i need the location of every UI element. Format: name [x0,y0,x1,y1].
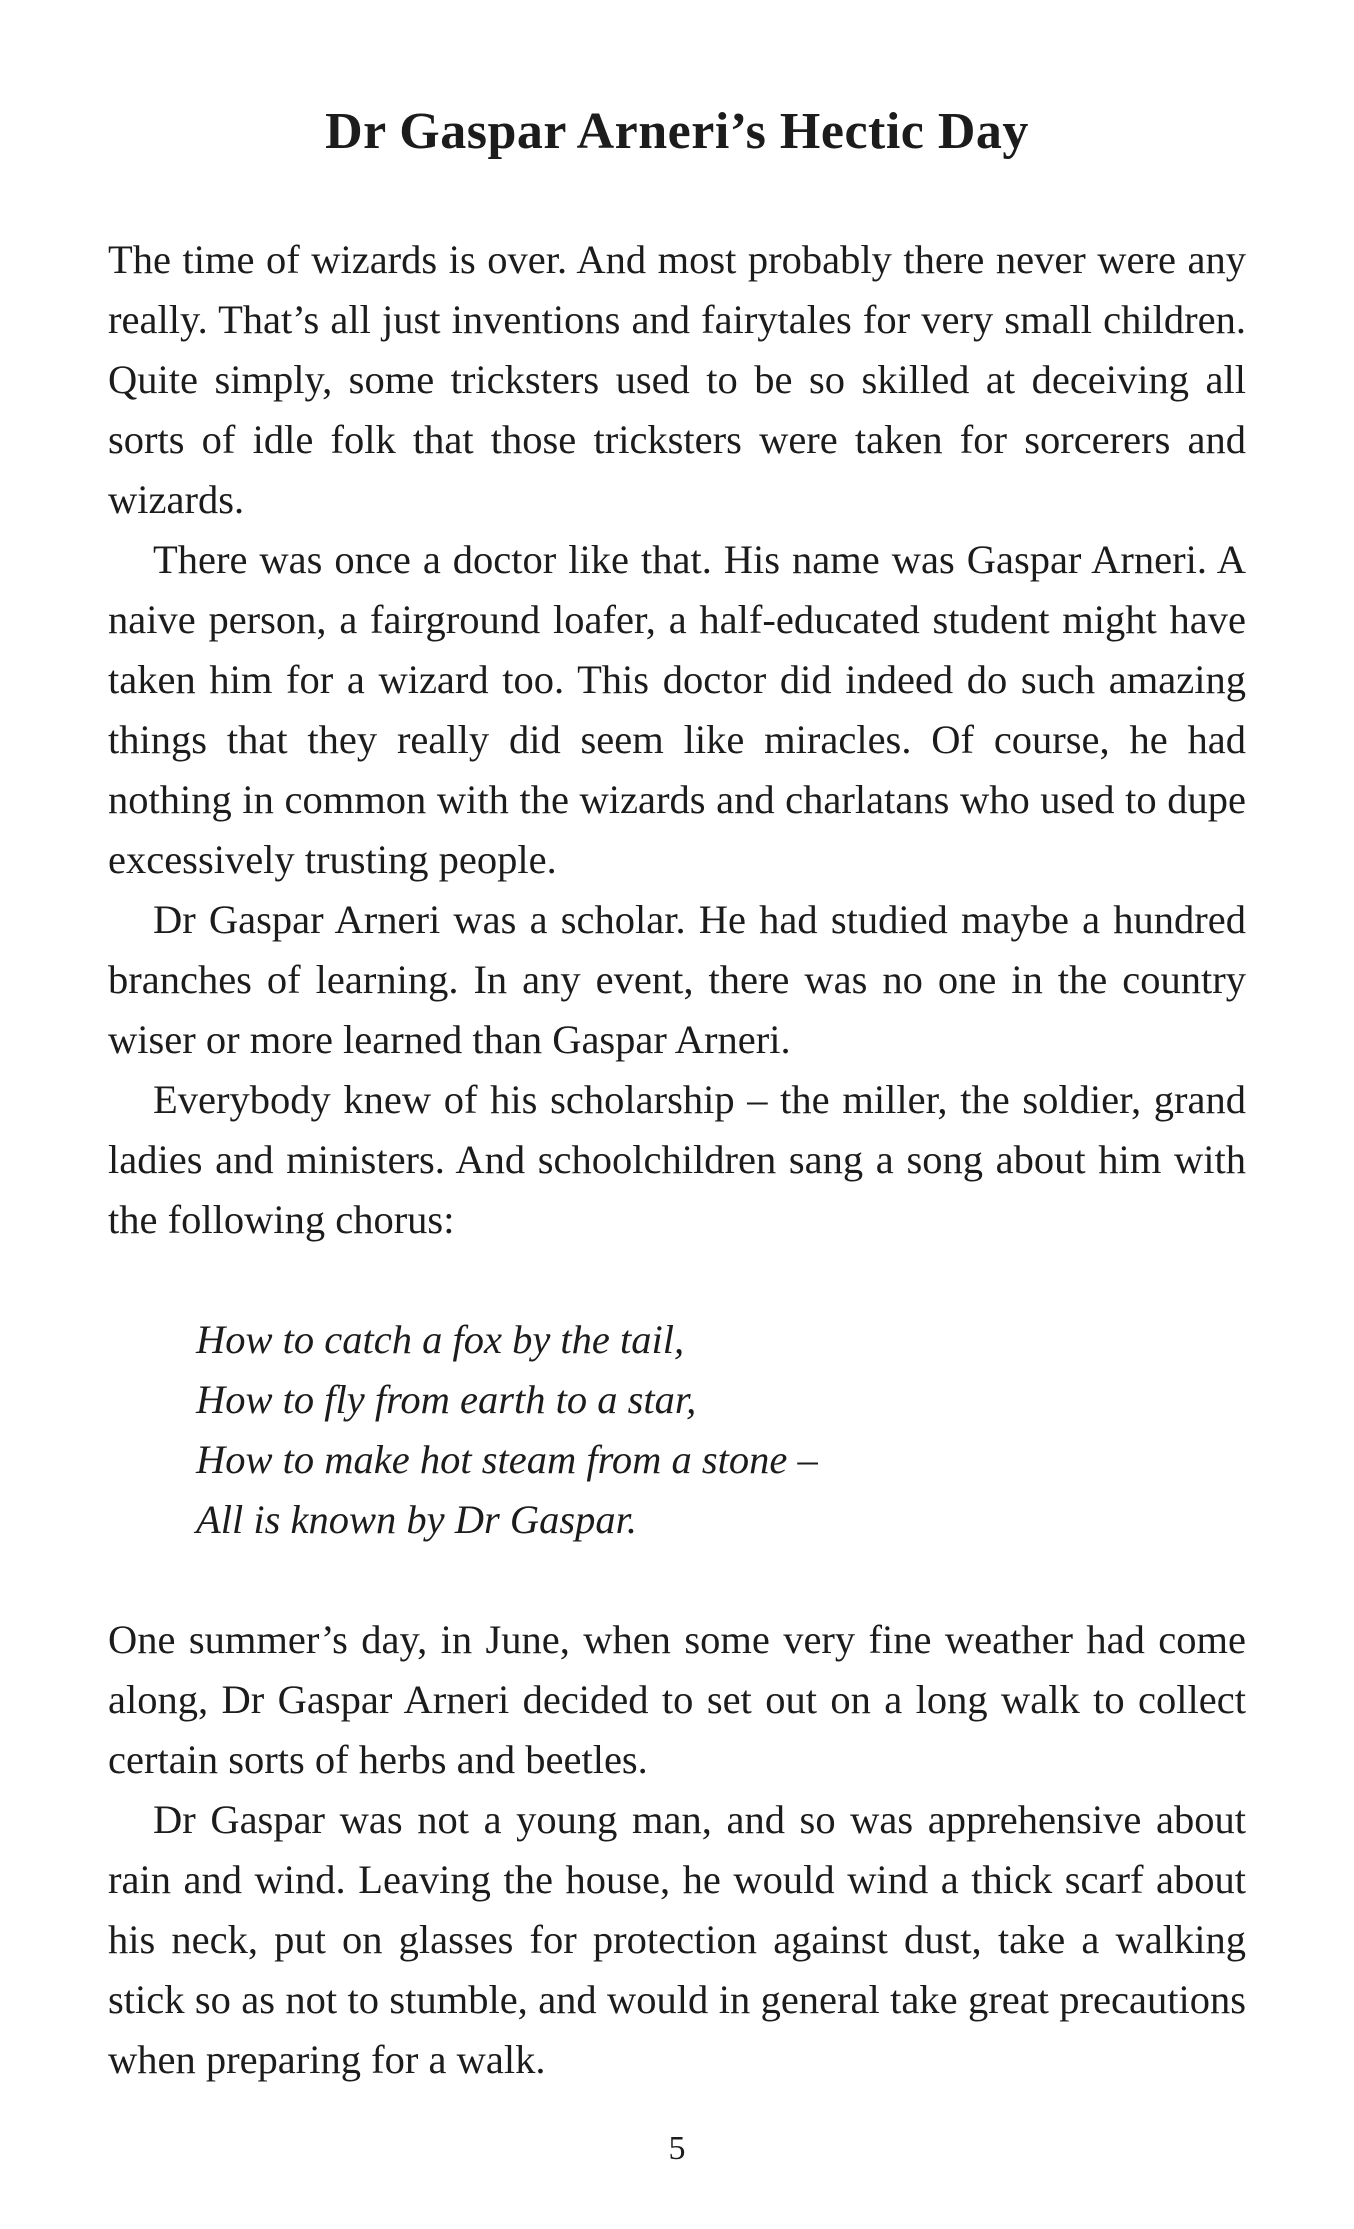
chapter-body [108,230,1246,2090]
paragraph: Dr Gaspar Arneri was a scholar. He had studied maybe a hundred branches of learning. In any event, there was no one in the country wiser or more learned than Gaspar Arneri. [108,897,1246,1062]
verse-line: How to make hot steam from a stone – [196,1437,818,1482]
paragraph: One summer’s day, in June, when some very fine weather had come along, Dr Gaspar Arneri decided to set out on a long walk to collect certain sorts of herbs and beetles. [108,1617,1246,1782]
verse-line: How to catch a fox by the tail, [196,1317,685,1362]
paragraph: There was once a doctor like that. His name was Gaspar Arneri. A naive person, a fairground loafer, a half-educated student might have taken him for a wizard too. This doctor did indeed do such amazing things that they really did seem like miracles. Of course, he had nothing in common with the wizards and charlatans who used to dupe excessively trusting people. [108,537,1246,882]
verse-line: How to fly from earth to a star, [196,1377,697,1422]
chapter-title: Dr Gaspar Arneri’s Hectic Day [325,103,1029,160]
paragraph: Dr Gaspar was not a young man, and so was apprehensive about rain and wind. Leaving the house, he would wind a thick scarf about his neck, put on glasses for protection against dust, take a walking stick so as not to stumble, and would in general take great precautions when preparing for a walk. [108,1797,1246,2082]
verse-line: All is known by Dr Gaspar. [196,1497,638,1542]
paragraph: The time of wizards is over. And most probably there never were any really. That’s all just inventions and fairytales for very small children. Quite simply, some tricksters used to be so skilled at deceiving all sorts of idle folk that those tricksters were taken for sorcerers and wizards. [108,237,1246,522]
page-number: 5 [668,2130,686,2167]
paragraph: Everybody knew of his scholarship – the miller, the soldier, grand ladies and ministers. And schoolchildren sang a song about him with the following chorus: [108,1077,1246,1242]
song-chorus [196,1310,1246,1550]
